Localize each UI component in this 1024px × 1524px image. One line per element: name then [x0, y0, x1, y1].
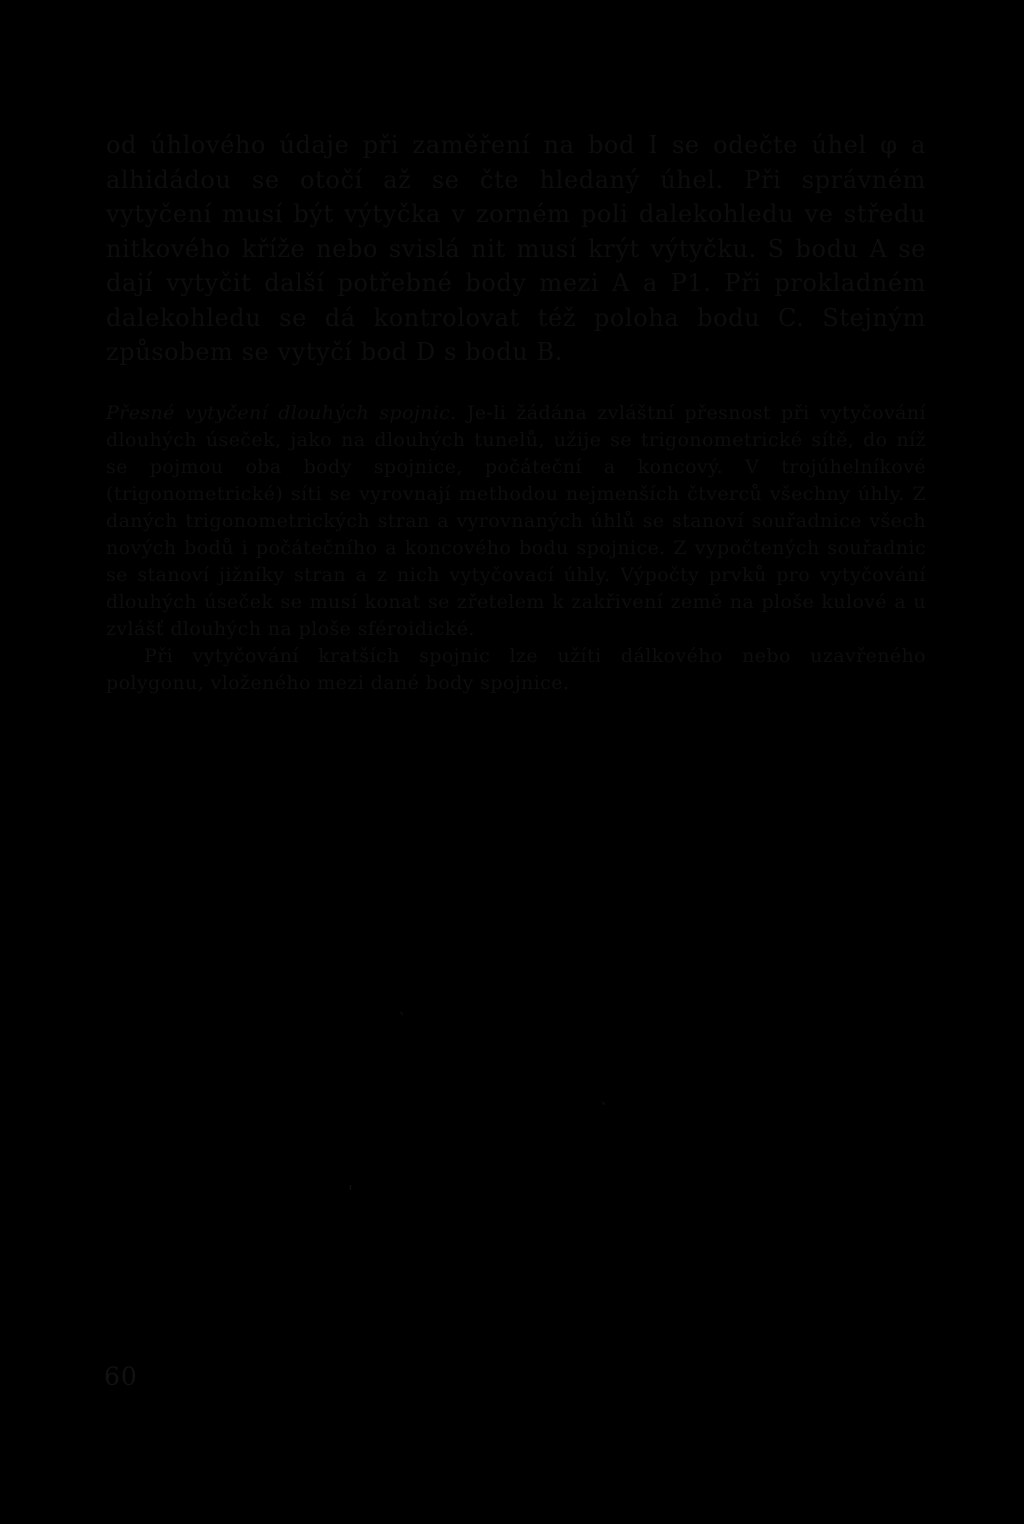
paragraph-2	[106, 400, 926, 643]
paragraph-1: od úhlového údaje při zaměření na bod I se odečte úhel φ a alhidádou se otočí až se čte hledaný úhel. Při správném vytyčení musí být výtyčka v zorném poli dalekohledu ve středu nitkového kříže nebo svislá nit musí krýt výtyčku. S bodu A se dají vytyčit další potřebné body mezi A a P1. Při prokladném dalekohledu se dá kontrolovat též poloha bodu C. Stejným způsobem se vytyčí bod D s bodu B.	[106, 131, 926, 366]
page-number: 60	[104, 1362, 138, 1391]
scan-artifact-mark: '	[348, 1182, 353, 1203]
section-lead-heading: Přesné vytyčení dlouhých spojnic.	[106, 401, 457, 424]
scan-artifact-mark: `	[600, 1100, 609, 1121]
paragraph-2-body: Je-li žádána zvláštní přesnost při vytyčování dlouhých úseček, jako na dlouhých tunelů, užije se trigonometrické sítě, do níž se pojmou oba body spojnice, počáteční a koncový. V trojúhelníkové (trigonometrické) síti se vyrovnají methodou nejmenších čtverců všechny úhly. Z daných trigonometrických stran a vyrovnaných úhlů se stanoví souřadnice všech nových bodů i počátečního a koncového bodu spojnice. Z vypočtených souřadnic se stanoví jižníky stran a z nich vytyčovací úhly. Výpočty prvků pro vytyčování dlouhých úseček se musí konat se zřetelem k zakřivení země na ploše kulové a u zvlášť dlouhých na ploše sféroidické.	[106, 401, 926, 640]
scan-artifact-mark: `	[398, 1010, 407, 1031]
paragraph-3: Při vytyčování kratších spojnic lze užíti dálkového nebo uzavřeného polygonu, vloženého mezi dané body spojnice.	[106, 644, 926, 694]
body-text-block	[106, 128, 926, 697]
